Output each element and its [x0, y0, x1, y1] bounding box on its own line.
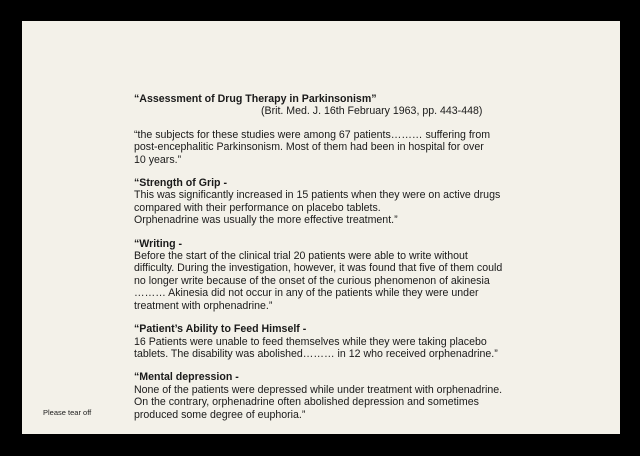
- section-line: tablets. The disability was abolished……… in 12 who received orphenadrine.”: [134, 347, 498, 360]
- article-source: (Brit. Med. J. 16th February 1963, pp. 443-448): [261, 105, 483, 118]
- section-line: produced some degree of euphoria.”: [134, 408, 306, 421]
- section-line: None of the patients were depressed while under treatment with orphenadrine.: [134, 383, 503, 396]
- quote-line: post-encephalitic Parkinsonism. Most of them had been in hospital for over: [134, 141, 484, 154]
- section-heading: “Patient’s Ability to Feed Himself -: [134, 323, 307, 336]
- section-mental-depression: [134, 371, 534, 421]
- quote-line: 10 years.”: [134, 153, 182, 166]
- article-title: “Assessment of Drug Therapy in Parkinsonism”: [134, 93, 377, 105]
- document-card: [22, 21, 620, 434]
- section-line: difficulty. During the investigation, however, it was found that five of them could: [134, 262, 503, 275]
- section-writing: [134, 238, 534, 312]
- tear-off-note: Please tear off: [43, 408, 92, 417]
- section-feed-himself: [134, 323, 534, 360]
- article-content: [134, 93, 534, 421]
- section-line: treatment with orphenadrine.”: [134, 299, 273, 312]
- section-heading: “Mental depression -: [134, 371, 239, 384]
- intro-quote: [134, 129, 534, 166]
- quote-line: “the subjects for these studies were among 67 patients……… suffering from: [134, 128, 491, 141]
- section-line: On the contrary, orphenadrine often abolished depression and sometimes: [134, 396, 479, 409]
- section-line: This was significantly increased in 15 patients when they were on active drugs: [134, 189, 501, 202]
- section-line: compared with their performance on placebo tablets.: [134, 201, 381, 214]
- section-heading: “Writing -: [134, 237, 183, 250]
- section-line: Before the start of the clinical trial 20 patients were able to write without: [134, 250, 468, 263]
- section-line: no longer write because of the onset of the curious phenomenon of akinesia: [134, 274, 490, 287]
- section-line: Orphenadrine was usually the more effective treatment.”: [134, 214, 398, 227]
- section-strength-of-grip: [134, 177, 534, 227]
- section-line: 16 Patients were unable to feed themselves while they were taking placebo: [134, 335, 487, 348]
- section-line: ……… Akinesia did not occur in any of the patients while they were under: [134, 287, 479, 300]
- section-heading: “Strength of Grip -: [134, 177, 227, 190]
